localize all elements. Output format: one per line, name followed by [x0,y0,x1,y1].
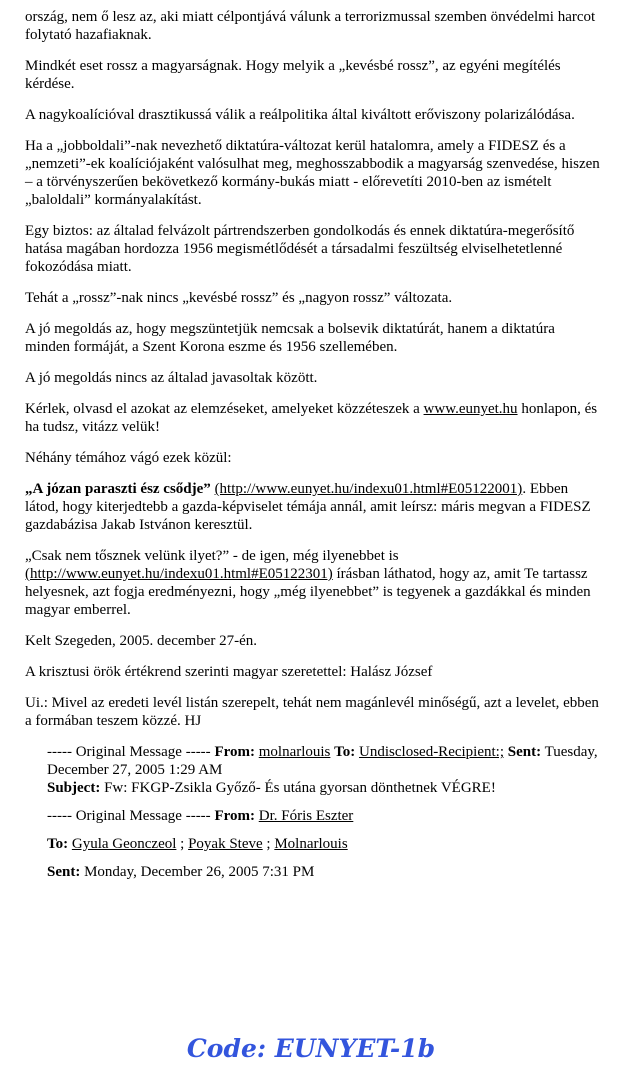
document-code: Code: EUNYET-1b [186,1034,436,1063]
from-label: From: [214,744,255,760]
header-sent [47,863,600,881]
to-label: To: [334,744,356,760]
paragraph: A jó megoldás nincs az általad javasoltak között. [25,370,318,386]
paragraph-text: írásban láthatod, hogy az, amit Te tartassz helyesnek, azt fogja eredményezni, hogy „még ilyenebbet” is tegyenek a gazdákkal és minden magyar emberrel. [25,566,591,618]
paragraph-text: Kérlek, olvasd el azokat az elemzéseket, amelyeket közzéteszek a [25,401,424,417]
quoted-message-2 [47,807,600,881]
paragraph: ország, nem ő lesz az, aki miatt célpontjává válunk a terrorizmussal szemben önvédelmi harcot folytató hazafiaknak. [25,9,596,43]
to-link[interactable]: Molnarlouis [274,836,348,852]
quoted-message-1 [47,743,600,797]
header-to [47,835,600,853]
eunyet-link[interactable]: www.eunyet.hu [423,401,518,417]
paragraph [25,480,600,534]
paragraph: Ui.: Mivel az eredeti levél listán szerepelt, tehát nem magánlevél minőségű, azt a levelet, ebben a formában teszem közzé. HJ [25,695,599,729]
paragraph: A jó megoldás az, hogy megszüntetjük nemcsak a bolsevik diktatúrát, hanem a diktatúra minden formáját, a Szent Korona eszme és 1956 szellemében. [25,321,555,355]
paragraph [25,400,600,436]
to-link[interactable]: Poyak Steve [188,836,263,852]
article-link[interactable]: (http://www.eunyet.hu/indexu01.html#E05122001) [214,481,523,497]
paragraph: Néhány témához vágó ezek közül: [25,450,232,466]
sent-label: Sent: [47,864,81,880]
from-link[interactable]: molnarlouis [258,744,331,760]
letter-body [25,8,600,891]
from-label: From: [214,808,255,824]
header-lines [47,743,600,797]
to-link[interactable]: Gyula Geonczeol [71,836,177,852]
paragraph-text: „Csak nem tősznek velünk ilyet?” - de igen, még ilyenebbet is [25,548,399,564]
separator: ; [262,836,275,852]
paragraph: A nagykoalícióval drasztikussá válik a reálpolitika által kiváltott erőviszony polarizálódása. [25,107,575,123]
subject-value: Fw: FKGP-Zsikla Győző- És utána gyorsan dönthetnek VÉGRE! [104,780,496,796]
header-prefix: ----- Original Message ----- [47,744,215,760]
paragraph: Mindkét eset rossz a magyarságnak. Hogy melyik a „kevésbé rossz”, az egyéni megítélés kérdése. [25,58,561,92]
header-prefix: ----- Original Message ----- [47,808,215,824]
paragraph: Kelt Szegeden, 2005. december 27-én. [25,633,257,649]
paragraph-text: honlapon, és ha tudsz, vitázz velük! [25,401,598,435]
sent-value: Tuesday, December 27, 2005 1:29 AM [47,744,598,778]
paragraph: Ha a „jobboldali”-nak nevezhető diktatúra-változat kerül hatalomra, amely a FIDESZ és a „nemzeti”-ek koalíciójaként valósulhat meg, meghosszabbodik a magyarság szenvedése, hiszen – a törvényszerűen bekövetkező kormány-bukás miatt - előrevetíti 2010-ben az ismételt „baloldali” kormányalakítást. [25,138,600,208]
article-title: „A józan paraszti ész csődje” [25,481,211,497]
paragraph: Egy biztos: az általad felvázolt pártrendszerben gondolkodás és ennek diktatúra-megerősítő hatása magában hordozza 1956 megismétlődését a társadalmi feszültség elviselhetetlenné fokozódása miatt. [25,223,575,275]
to-link[interactable]: Undisclosed-Recipient:; [359,744,504,760]
subject-label: Subject: [47,780,101,796]
paragraph: A krisztusi örök értékrend szerinti magyar szeretettel: Halász József [25,664,433,680]
sent-value: Monday, December 26, 2005 7:31 PM [84,864,315,880]
article-link[interactable]: (http://www.eunyet.hu/indexu01.html#E05122301) [25,566,333,582]
paragraph-text: . Ebben látod, hogy kiterjedtebb a gazda-képviselet témája annál, amit leírsz: máris megvan a FIDESZ gazdabázisa Jakab Istvánon keresztül. [25,481,591,533]
paragraph [25,547,600,619]
header-from [47,807,600,825]
separator: ; [176,836,189,852]
to-label: To: [47,836,69,852]
sent-label: Sent: [507,744,542,760]
from-link[interactable]: Dr. Fóris Eszter [258,808,354,824]
paragraph: Tehát a „rossz”-nak nincs „kevésbé rossz” és „nagyon rossz” változata. [25,290,453,306]
